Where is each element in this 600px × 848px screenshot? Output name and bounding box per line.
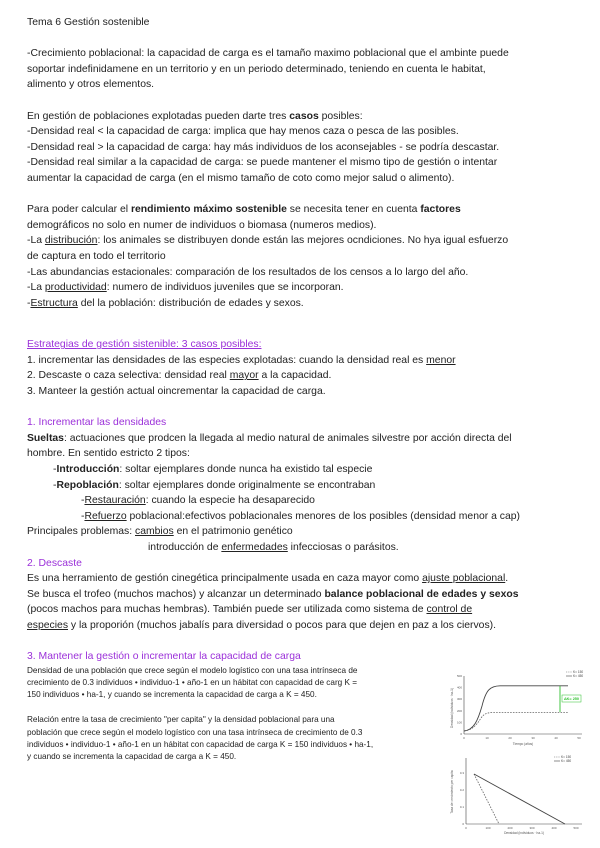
fig1-xtick: 30 [531,736,535,740]
growth-paragraph-line: -Crecimiento poblacional: la capacidad de carga es el tamaño maximo poblacional que el ambinte puede [27,48,509,60]
strategy-line: 2. Descaste o caza selectiva: densidad real mayor a la capacidad. [27,370,332,382]
fig2-ytick: 0.1 [459,805,464,809]
section1-line: -Repoblación: soltar ejemplares donde originalmente se encontraban [53,479,376,491]
strategy-line: 3. Manteer la gestión actual oincrementar la capacidad de carga. [27,386,326,398]
fig1-delta-label: ΔK= 250 [563,697,580,702]
fig2-ytick: 0.3 [459,771,464,775]
section1-heading: 1. Incrementar las densidades [27,417,167,429]
fig2-xtick: 500 [573,826,579,830]
fig2-xlabel: Densidad (individuos · ha-1) [504,831,544,835]
section1-line: -Refuerzo poblacional:efectivos poblacionales menores de los posibles (densidad menor a cap) [81,510,520,522]
case-line: aumentar la capacidad de carga (en el mismo tamaño de coto como mejor salud o alimento). [27,172,455,184]
fig2-xtick: 0 [465,826,467,830]
section2-line: Es una herramiento de gestión cinegética principalmente usada en caza mayor como ajuste poblacional. [27,573,509,585]
factors-intro: Para poder calcular el rendimiento máximo sostenible se necesita tener en cuenta factores [27,204,461,216]
fig2-legend-label: K= 150 [561,755,572,759]
fig2-xtick: 100 [485,826,491,830]
factors-line: de captura en todo el territorio [27,250,166,262]
section2-line: (pocos machos para muchas hembras). También puede ser utilizada como sistema de control de [27,604,473,616]
fig1-xtick: 40 [554,736,558,740]
factor-structure: -Estructura del la población: distribución de edades y sexos. [27,297,304,309]
strategy-line: 1. incrementar las densidades de las especies explotadas: cuando la densidad real es menor [27,354,456,366]
fig1-legend-label: K= 450 [573,674,584,678]
section1-line: introducción de enfermedades infecciosas o parásitos. [148,542,399,553]
section2-line: Se busca el trofeo (muchos machos) y alcanzar un determinado balance poblacional de edades y sexos [27,588,519,600]
document-title: Tema 6 Gestión sostenible [27,17,150,28]
fig1-ytick: 0 [460,732,462,736]
case-line: -Densidad real > la capacidad de carga: hay más individuos de los aconsejables - se podría descastar. [27,141,500,153]
fig1-xlabel: Tiempo (años) [512,742,534,746]
document-page [27,15,587,763]
fig2-ylabel: Tasa de crecimiento per capita [450,770,454,814]
fig2-caption-line: individuos • individuo-1 • año-1 en un hábitat con capacidad de carga K = 150 individuos • ha-1, [27,739,374,749]
fig2-caption-line: población que crece según el modelo logístico con una tasa intrínseca de crecimiento de 0.3 [27,727,363,737]
fig1-curve-k150 [464,713,568,732]
figure-percapita-rate [448,752,588,836]
case-line: -Densidad real similar a la capacidad de carga: se puede mantener el mismo tipo de gestión o intentar [27,157,498,169]
fig1-curve-k450 [464,686,568,731]
fig2-line-k150 [474,774,499,824]
factor-productivity: -La productividad: numero de individuos juveniles que se incorporan. [27,282,344,294]
section1-line: Sueltas: actuaciones que prodcen la llegada al medio natural de animales silvestre por acción directa del [27,432,512,444]
fig2-caption-line: Relación entre la tasa de crecimiento "per capita" y la densidad poblacional para una [27,715,335,725]
fig1-caption-line: 150 individuos • ha-1, y cuando se incrementa la capacidad de carga a K = 450. [27,690,317,700]
fig1-ytick: 300 [456,697,462,702]
fig1-ylabel: Densidad (individuos · ha-1) [450,688,454,728]
fig1-legend-label: K= 150 [573,670,584,674]
fig1-ytick: 200 [456,708,462,713]
section2-heading: 2. Descaste [27,557,82,569]
fig1-xtick: 20 [508,736,512,740]
fig1-xtick: 50 [577,736,581,740]
section3-heading: 3. Mantener la gestión o incrementar la capacidad de carga [27,651,301,663]
factors-line: demográficos no solo en numer de individuos o biomasa (numeros medios). [27,219,377,231]
fig2-xtick: 400 [551,826,557,830]
fig1-ytick: 400 [456,685,462,690]
section1-line: -Introducción: soltar ejemplares donde nunca ha existido tal especie [53,464,373,476]
fig2-xtick: 300 [529,826,535,830]
logistic-growth-chart [448,668,588,748]
fig1-xtick: 0 [463,736,465,740]
section1-line: -Restauración: cuando la especie ha desaparecido [81,495,315,507]
fig1-ytick: 100 [456,720,462,725]
factor-abundance: -Las abundancias estacionales: comparación de los resultados de los censos a lo largo del año. [27,266,469,278]
fig2-legend-label: K= 450 [561,759,572,763]
fig1-xtick: 10 [485,736,489,740]
fig1-ytick: 500 [456,674,462,678]
fig1-caption-line: crecimiento de 0.3 individuos • individuo-1 • año-1 en un hábitat con capacidad de carg K = [27,677,358,687]
strategies-heading: Estrategias de gestión sistenible: 3 casos posibles: [27,339,262,351]
growth-paragraph-line: alimento y otros elementos. [27,79,155,91]
fig2-ytick: 0 [462,822,464,826]
figure-logistic-growth [448,668,588,748]
percapita-rate-chart [448,752,588,836]
fig2-caption-line: y cuando se incrementa la capacidad de carga a K = 450. [27,751,237,761]
growth-paragraph-line: soportar indefinidamene en un territorio y en un periodo determinado, teniendo en cuenta le habitat, [27,63,486,75]
section2-line: especies y la proporión (muchos jabalís para diversidad o pocos para que dejen en paz a los ciervos). [27,619,497,631]
fig2-line-k450 [474,774,565,824]
section1-line: Principales problemas: cambios en el patrimonio genético [27,526,293,538]
case-line: -Densidad real < la capacidad de carga: implica que hay menos caza o pesca de las posibles. [27,126,459,138]
factor-distribution: -La distribución: los animales se distribuyen donde están las mejores ocndiciones. No hya igual esfuerzo [27,235,509,247]
fig2-ytick: 0.2 [459,788,464,792]
cases-intro: En gestión de poblaciones explotadas pueden darte tres casos posibles: [27,110,363,122]
fig1-caption-line: Densidad de una población que crece según el modelo logístico con una tasa intrínseca de [27,665,358,675]
section1-line: hombre. En sentido estricto 2 tipos: [27,448,190,460]
fig2-xtick: 200 [507,826,513,830]
